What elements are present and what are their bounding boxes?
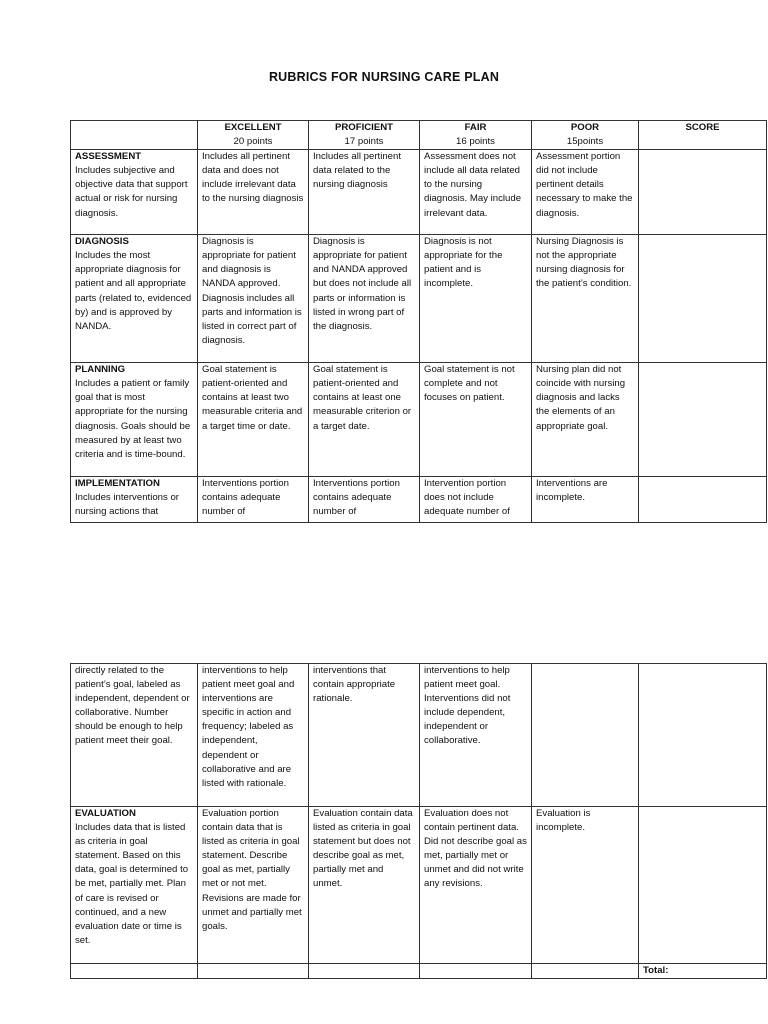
criteria-cell (71, 664, 198, 807)
rubric-table-page-1 (70, 120, 767, 523)
header-fair (420, 121, 532, 150)
score-cell[interactable] (639, 664, 767, 807)
blank-cell (71, 964, 198, 979)
criteria-description: Includes the most appropriate diagnosis for patient and all appropriate parts (related to, evidenced by) and is approved by NANDA. (75, 250, 192, 332)
score-cell[interactable] (639, 807, 767, 964)
header-points: 20 points (233, 136, 273, 148)
header-label: POOR (570, 122, 600, 133)
rubric-row-implementation-continued (71, 664, 767, 807)
excellent-cell: Interventions portion contains adequate number of (198, 477, 309, 523)
proficient-cell: Interventions portion contains adequate number of (309, 477, 420, 523)
rubric-row-planning (71, 363, 767, 477)
header-excellent (198, 121, 309, 150)
score-cell[interactable] (639, 235, 767, 363)
criteria-name: IMPLEMENTATION (75, 478, 160, 490)
fair-cell: interventions to help patient meet goal. Interventions did not include dependent, independent or collaborative. (420, 664, 532, 807)
criteria-description: Includes subjective and objective data that support actual or risk for nursing diagnosis. (75, 165, 188, 219)
rubric-row-implementation (71, 477, 767, 523)
proficient-cell: Includes all pertinent data related to the nursing diagnosis (309, 150, 420, 235)
blank-cell (532, 964, 639, 979)
criteria-cell (71, 150, 198, 235)
score-cell[interactable] (639, 477, 767, 523)
rubric-table-page-2 (70, 663, 767, 979)
header-poor (532, 121, 639, 150)
total-label[interactable]: Total: (639, 964, 767, 979)
fair-cell: Assessment does not include all data related to the nursing diagnosis. May include irrelevant data. (420, 150, 532, 235)
header-points: 15points (566, 136, 604, 148)
criteria-name: EVALUATION (75, 808, 136, 819)
poor-cell (532, 664, 639, 807)
criteria-header-cell (71, 121, 198, 150)
header-row (71, 121, 767, 150)
criteria-description: Includes data that is listed as criteria in goal statement. Based on this data, goal is determined to be met, partially met. Plan of care is revised or continued, and a new evaluation date or time is set. (75, 822, 189, 946)
header-proficient (309, 121, 420, 150)
criteria-description: Includes interventions or nursing actions that (75, 492, 179, 518)
blank-cell (198, 964, 309, 979)
poor-cell: Nursing Diagnosis is not the appropriate nursing diagnosis for the patient’s condition. (532, 235, 639, 363)
header-points: 17 points (344, 136, 384, 148)
total-row (71, 964, 767, 979)
excellent-cell: Diagnosis is appropriate for patient and diagnosis is NANDA approved. Diagnosis includes all parts and information is listed in correct part of diagnosis. (198, 235, 309, 363)
excellent-cell: Goal statement is patient-oriented and contains at least two measurable criteria and a target time or date. (198, 363, 309, 477)
rubric-row-evaluation (71, 807, 767, 964)
fair-cell: Diagnosis is not appropriate for the patient and is incomplete. (420, 235, 532, 363)
header-label: SCORE (685, 122, 720, 133)
excellent-cell: Evaluation portion contain data that is listed as criteria in goal statement. Describe goal as met, partially met or not met. Revisions are made for unmet and partially met goals. (198, 807, 309, 964)
proficient-cell: interventions that contain appropriate rationale. (309, 664, 420, 807)
proficient-cell: Diagnosis is appropriate for patient and NANDA approved but does not include all parts or information is listed in wrong part of the diagnosis. (309, 235, 420, 363)
rubric-row-diagnosis (71, 235, 767, 363)
poor-cell: Nursing plan did not coincide with nursing diagnosis and lacks the elements of an appropriate goal. (532, 363, 639, 477)
header-score (639, 121, 767, 150)
poor-cell: Assessment portion did not include pertinent details necessary to make the diagnosis. (532, 150, 639, 235)
header-label: FAIR (464, 122, 487, 133)
fair-cell: Goal statement is not complete and not focuses on patient. (420, 363, 532, 477)
header-label: PROFICIENT (334, 122, 394, 133)
score-cell[interactable] (639, 150, 767, 235)
proficient-cell: Evaluation contain data listed as criteria in goal statement but does not describe goal as met, partially met and unmet. (309, 807, 420, 964)
criteria-cell (71, 363, 198, 477)
proficient-cell: Goal statement is patient-oriented and contains at least one measurable criterion or a target date. (309, 363, 420, 477)
fair-cell: Evaluation does not contain pertinent data. Did not describe goal as met, partially met or unmet and did not write any revisions. (420, 807, 532, 964)
blank-cell (309, 964, 420, 979)
document-title: RUBRICS FOR NURSING CARE PLAN (268, 70, 500, 84)
criteria-description: directly related to the patient’s goal, labeled as independent, dependent or collaborative. Number should be enough to help patient meet their goal. (75, 665, 190, 747)
criteria-name: PLANNING (75, 364, 126, 376)
criteria-description: Includes a patient or family goal that is most appropriate for the nursing diagnosis. Goals should be measured by at least two criteria and is time-bound. (75, 378, 191, 460)
criteria-cell (71, 477, 198, 523)
excellent-cell: Includes all pertinent data and does not include irrelevant data to the nursing diagnosis (198, 150, 309, 235)
header-points: 16 points (456, 136, 495, 148)
criteria-cell (71, 807, 198, 964)
blank-cell (420, 964, 532, 979)
header-label: EXCELLENT (224, 122, 282, 133)
poor-cell: Interventions are incomplete. (532, 477, 639, 523)
rubric-row-assessment (71, 150, 767, 235)
score-cell[interactable] (639, 363, 767, 477)
criteria-name: DIAGNOSIS (75, 236, 129, 248)
poor-cell: Evaluation is incomplete. (532, 807, 639, 964)
criteria-cell (71, 235, 198, 363)
fair-cell: Intervention portion does not include adequate number of (420, 477, 532, 523)
criteria-name: ASSESSMENT (75, 151, 142, 163)
excellent-cell: interventions to help patient meet goal and interventions are specific in action and frequency; labeled as independent, dependent or collaborative and are listed with rationale. (198, 664, 309, 807)
